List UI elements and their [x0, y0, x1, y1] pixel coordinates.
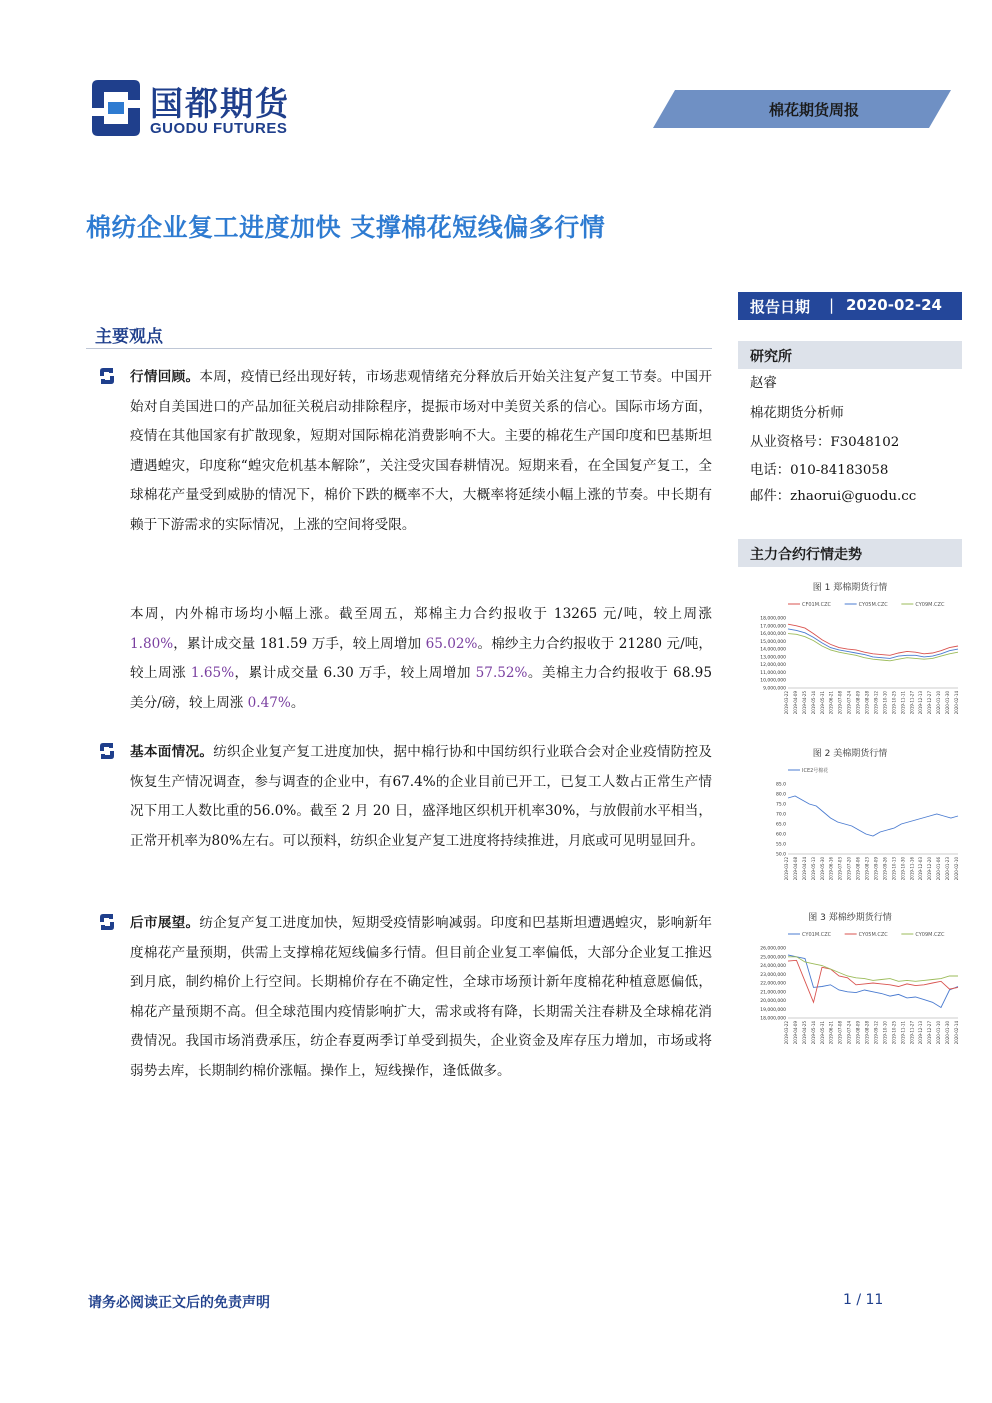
x-tick-label: 2019-03-22 [784, 1021, 789, 1045]
institute-header [738, 341, 962, 369]
analyst-phone: 电话：010-84183058 [750, 463, 889, 478]
x-tick-label: 2019-08-09 [855, 1021, 861, 1045]
legend-label: CY05M.CZC [858, 602, 888, 608]
y-tick-label: 10,000,000 [760, 678, 786, 684]
y-tick-label: 17,000,000 [760, 624, 786, 630]
chart-ice-cotton [738, 762, 962, 886]
x-tick-label: 2019-07-03 [837, 857, 843, 881]
section-divider [86, 348, 712, 349]
x-tick-label: 2019-12-20 [927, 857, 933, 881]
x-tick-label: 2019-09-12 [873, 1021, 879, 1045]
x-tick-label: 2019-08-28 [864, 1021, 870, 1045]
logo-english-name: GUODU FUTURES [150, 120, 288, 137]
y-tick-label: 24,000,000 [760, 964, 786, 969]
summary-text-1: 本周，内外棉市场均小幅上涨。截至周五，郑棉主力合约报收于 13265 元/吨，较上周涨 [130, 606, 712, 622]
analyst-title: 棉花期货分析师 [750, 406, 844, 421]
x-tick-label: 2019-11-27 [909, 691, 915, 715]
x-tick-label: 2019-04-25 [801, 691, 807, 715]
x-tick-label: 2019-12-03 [918, 857, 924, 881]
y-tick-label: 85.0 [775, 782, 786, 788]
x-tick-label: 2020-01-10 [936, 691, 942, 715]
series-line [788, 955, 958, 1008]
date-separator: | [829, 296, 835, 314]
x-tick-label: 2019-05-31 [819, 691, 825, 715]
report-type-banner [653, 90, 951, 128]
y-tick-label: 14,000,000 [760, 647, 786, 653]
y-tick-label: 22,000,000 [760, 981, 786, 987]
analyst-email: 邮件：zhaorui@guodu.cc [750, 489, 917, 504]
lead-fundamentals: 基本面情况。 [130, 744, 214, 760]
y-tick-label: 15,000,000 [760, 639, 786, 645]
x-tick-label: 2019-11-11 [900, 691, 906, 715]
y-tick-label: 65.0 [775, 822, 786, 828]
x-tick-label: 2019-12-27 [927, 1021, 933, 1045]
legend-label: CF01M.CZC [802, 602, 832, 608]
y-tick-label: 25,000,000 [760, 955, 786, 961]
x-tick-label: 2019-09-26 [882, 857, 888, 881]
chart-cotton-yarn [738, 926, 962, 1050]
trend-header [738, 539, 962, 567]
paragraph-fundamentals [130, 738, 712, 856]
y-tick-label: 26,000,000 [760, 946, 786, 952]
legend-label: CY09M.CZC [915, 602, 945, 608]
x-tick-label: 2019-05-14 [810, 691, 816, 715]
x-tick-label: 2019-10-10 [882, 691, 888, 715]
x-tick-label: 2019-09-12 [873, 691, 879, 715]
report-date-value: 2020-02-24 [846, 296, 942, 314]
y-tick-label: 50.0 [775, 852, 786, 858]
lead-outlook: 后市展望。 [130, 915, 200, 931]
logo-chinese-name: 国都期货 [150, 84, 290, 123]
x-tick-label: 2019-10-25 [891, 1021, 897, 1045]
text-fundamentals: 纺织企业复产复工进度加快，据中棉行协和中国纺织行业联合会对企业疫情防控及恢复生产情况调查，参与调查的企业中，有67.4%的企业目前已开工，已复工人数占正常生产情况下用工人数比重的56.0%。截至 2 月 20 日，盛泽地区织机开机率30%，与放假前水平相当，正常开机率为80%左右。可以预料，纺织企业复产复工进度将持续推进，月底或可见明显回升。 [130, 744, 713, 849]
x-tick-label: 2019-10-30 [900, 857, 906, 881]
x-tick-label: 2019-04-08 [792, 857, 798, 881]
y-tick-label: 21,000,000 [760, 990, 786, 996]
paragraph-price-summary [130, 600, 712, 718]
x-tick-label: 2019-10-10 [882, 1021, 888, 1045]
institute-label: 研究所 [750, 349, 792, 365]
legend-label: CY09M.CZC [915, 932, 945, 938]
bullet-logo-icon [98, 913, 116, 931]
report-title: 棉纺企业复工进度加快 支撑棉花短线偏多行情 [86, 213, 606, 242]
x-tick-label: 2019-07-24 [846, 691, 852, 715]
section-title: 主要观点 [95, 327, 163, 347]
report-date-label: 报告日期 [750, 298, 811, 316]
x-tick-label: 2019-07-24 [846, 1021, 852, 1045]
x-tick-label: 2019-11-11 [900, 1021, 906, 1045]
summary-text-2: ，累计成交量 181.59 万手，较上周增加 [173, 635, 426, 652]
x-tick-label: 2019-05-31 [819, 1021, 825, 1045]
text-outlook: 纺企复产复工进度加快，短期受疫情影响减弱。印度和巴基斯坦遭遇蝗灾，影响新年度棉花产量预期，供需上支撑棉花短线偏多行情。但目前企业复工率偏低，大部分企业复工推迟到月底，制约棉价上行空间。长期棉价存在不确定性，全球市场预计新年度棉花种植意愿偏低，棉花产量预期不高。但全球范围内疫情影响扩大，需求或将有降，长期需关注春耕及全球棉花消费情况。我国市场消费承压，纺企春夏两季订单受到损失，企业资金及库存压力增加，市场或将弱势去库，长期制约棉价涨幅。操作上，短线操作，逢低做多。 [130, 915, 713, 1079]
summary-text-3: 。棉纱主力合约报收于 21280 元/吨，较上周涨 [130, 635, 713, 681]
x-tick-label: 2020-01-30 [945, 1021, 951, 1045]
x-tick-label: 2020-01-06 [936, 857, 942, 881]
lead-market-review: 行情回顾。 [130, 369, 200, 385]
x-tick-label: 2019-12-13 [918, 691, 924, 715]
x-tick-label: 2019-04-25 [801, 1021, 807, 1045]
x-tick-label: 2019-04-09 [792, 691, 798, 715]
logo-mark-icon [88, 78, 144, 138]
y-tick-label: 18,000,000 [760, 1016, 786, 1022]
x-tick-label: 2020-01-23 [945, 857, 951, 881]
summary-text-6: 。 [290, 694, 305, 711]
y-tick-label: 60.0 [775, 832, 786, 838]
analyst-license: 从业资格号：F3048102 [750, 435, 900, 450]
x-tick-label: 2019-06-16 [828, 857, 834, 881]
report-type-label: 棉花期货周报 [768, 101, 859, 119]
chart-1-title: 图 1 郑棉期货行情 [812, 583, 888, 593]
x-tick-label: 2019-09-09 [873, 857, 879, 881]
x-tick-label: 2019-08-09 [855, 691, 861, 715]
y-tick-label: 75.0 [775, 802, 786, 808]
report-date-box [738, 292, 962, 320]
ice-cotton-change: 0.47% [247, 694, 291, 711]
x-tick-label: 2019-05-30 [819, 857, 825, 881]
x-tick-label: 2019-04-09 [792, 1021, 798, 1045]
series-line [788, 957, 958, 982]
x-tick-label: 2020-01-30 [945, 691, 951, 715]
y-tick-label: 70.0 [775, 812, 786, 818]
chart-3-title: 图 3 郑棉纱期货行情 [808, 913, 892, 923]
legend-label: CY05M.CZC [858, 932, 888, 938]
x-tick-label: 2019-03-22 [784, 857, 789, 881]
x-tick-label: 2020-02-14 [954, 691, 959, 715]
summary-text-4: ，累计成交量 6.30 万手，较上周增加 [234, 665, 476, 681]
x-tick-label: 2019-11-16 [909, 857, 915, 881]
y-tick-label: 12,000,000 [760, 663, 786, 669]
trend-label: 主力合约行情走势 [750, 547, 862, 563]
x-tick-label: 2020-02-14 [954, 1021, 959, 1045]
x-tick-label: 2019-05-13 [810, 857, 816, 881]
x-tick-label: 2019-12-13 [918, 1021, 924, 1045]
y-tick-label: 13,000,000 [760, 655, 786, 661]
series-line [788, 624, 958, 655]
brand-logo [88, 78, 338, 142]
x-tick-label: 2019-06-21 [828, 1021, 834, 1045]
y-tick-label: 18,000,000 [760, 616, 786, 622]
zce-cotton-change: 1.80% [130, 635, 174, 652]
x-tick-label: 2019-05-14 [810, 1021, 816, 1045]
bullet-logo-icon [98, 367, 116, 385]
cotton-yarn-volume-change: 57.52% [475, 665, 528, 681]
x-tick-label: 2019-04-24 [801, 857, 807, 881]
disclaimer-text: 请务必阅读正文后的免责声明 [88, 1295, 270, 1311]
chart-zce-cotton [738, 596, 962, 720]
y-tick-label: 55.0 [775, 842, 786, 848]
y-tick-label: 80.0 [775, 792, 786, 798]
zce-cotton-volume-change: 65.02% [425, 635, 478, 652]
x-tick-label: 2019-06-21 [828, 691, 834, 715]
text-market-review: 本周，疫情已经出现好转，市场悲观情绪充分释放后开始关注复产复工节奏。中国开始对自美国进口的产品加征关税启动排除程序，提振市场对中美贸关系的信心。国际市场方面，疫情在其他国家有扩散现象，短期对国际棉花消费影响不大。主要的棉花生产国印度和巴基斯坦遭遇蝗灾，印度称“蝗灾危机基本解除”，关注受灾国春耕情况。短期来看，在全国复产复工，全球棉花产量受到威胁的情况下，棉价下跌的概率不大，大概率将延续小幅上涨的节奏。中长期有赖于下游需求的实际情况，上涨的空间将受限。 [130, 369, 713, 533]
paragraph-outlook [130, 909, 712, 1086]
x-tick-label: 2020-02-10 [954, 857, 959, 881]
x-tick-label: 2019-08-23 [864, 857, 870, 881]
y-tick-label: 11,000,000 [760, 670, 786, 676]
legend-label: CY01M.CZC [802, 932, 832, 938]
x-tick-label: 2019-07-08 [837, 691, 843, 715]
cotton-yarn-change: 1.65% [190, 665, 235, 681]
x-tick-label: 2019-08-06 [855, 857, 861, 881]
y-tick-label: 23,000,000 [760, 972, 786, 978]
y-tick-label: 9,000,000 [763, 686, 786, 692]
y-tick-label: 16,000,000 [760, 632, 786, 638]
x-tick-label: 2019-11-27 [909, 1021, 915, 1045]
series-line [788, 960, 958, 1002]
series-line [788, 796, 958, 836]
x-tick-label: 2019-10-13 [891, 857, 897, 881]
summary-text-5: 。美棉主力合约报收于 68.95 美分/磅，较上周涨 [130, 665, 712, 711]
page-number: 1 / 11 [843, 1292, 884, 1308]
analyst-name: 赵睿 [750, 376, 777, 391]
x-tick-label: 2020-01-10 [936, 1021, 942, 1045]
x-tick-label: 2019-07-20 [846, 857, 852, 881]
bullet-logo-icon [98, 742, 116, 760]
y-tick-label: 19,000,000 [760, 1007, 786, 1013]
legend-label: ICE2号棉花 [802, 768, 829, 774]
x-tick-label: 2019-12-27 [927, 691, 933, 715]
x-tick-label: 2019-03-22 [784, 691, 789, 715]
paragraph-market-review [130, 363, 712, 540]
x-tick-label: 2019-10-25 [891, 691, 897, 715]
chart-2-title: 图 2 美棉期货行情 [812, 749, 888, 759]
x-tick-label: 2019-08-28 [864, 691, 870, 715]
x-tick-label: 2019-07-08 [837, 1021, 843, 1045]
y-tick-label: 20,000,000 [760, 999, 786, 1004]
